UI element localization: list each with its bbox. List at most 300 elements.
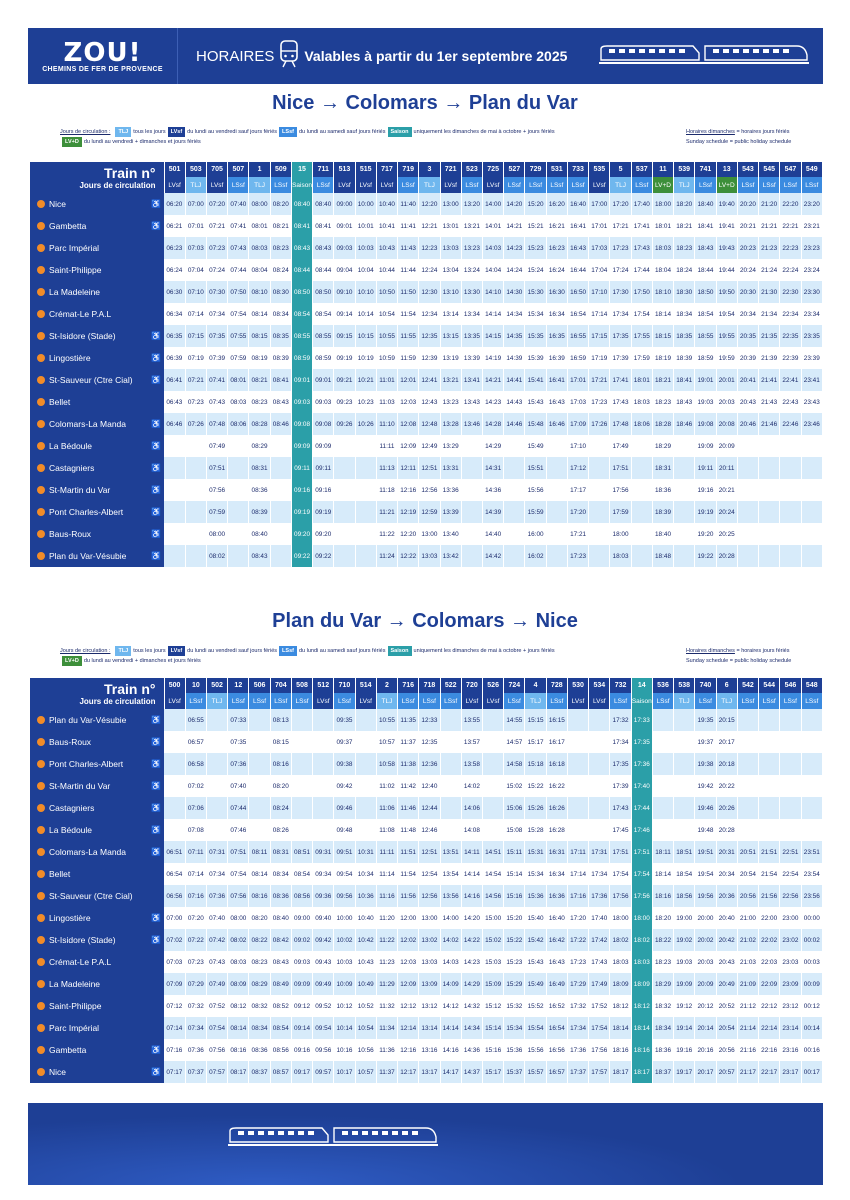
station-dot-icon	[37, 464, 45, 472]
time-cell: 17:48	[610, 413, 631, 435]
time-cell	[291, 775, 312, 797]
time-cell: 16:43	[546, 951, 567, 973]
time-cell: 22:14	[759, 1017, 780, 1039]
time-cell	[291, 819, 312, 841]
time-cell: 08:23	[249, 391, 270, 413]
time-cell: 09:08	[313, 413, 334, 435]
time-cell: 19:17	[674, 1061, 695, 1083]
time-cell: 17:42	[589, 929, 610, 951]
time-cell: 16:00	[525, 523, 546, 545]
time-cell: 12:22	[398, 545, 419, 567]
time-cell: 17:40	[589, 907, 610, 929]
train-number: 1	[249, 162, 270, 177]
time-cell: 18:20	[652, 907, 673, 929]
train-number: 721	[440, 162, 461, 177]
train-number: 705	[206, 162, 227, 177]
wheelchair-icon: ♿	[151, 485, 161, 495]
time-cell: 11:11	[376, 435, 397, 457]
time-cell: 21:43	[759, 391, 780, 413]
train-number: 10	[185, 678, 206, 693]
time-cell: 17:09	[567, 413, 588, 435]
time-cell: 16:55	[567, 325, 588, 347]
day-code: TLJ	[716, 693, 737, 709]
time-cell	[546, 523, 567, 545]
time-cell: 08:55	[313, 325, 334, 347]
time-cell	[270, 479, 291, 501]
time-cell	[334, 479, 355, 501]
wheelchair-icon: ♿	[151, 353, 161, 363]
time-cell: 22:20	[780, 193, 801, 215]
table-row	[30, 709, 823, 731]
time-cell: 11:46	[398, 797, 419, 819]
time-cell: 08:54	[313, 303, 334, 325]
time-cell: 19:54	[695, 863, 716, 885]
time-cell: 12:43	[419, 391, 440, 413]
legend-lvd: du lundi au vendredi + dimanches et jours fériés	[83, 139, 201, 145]
time-cell: 18:09	[631, 973, 652, 995]
time-cell: 08:57	[270, 1061, 291, 1083]
station-cell	[30, 215, 164, 237]
time-cell: 17:59	[631, 347, 652, 369]
time-cell: 10:55	[376, 709, 397, 731]
wheelchair-icon: ♿	[151, 529, 161, 539]
time-cell: 19:35	[695, 709, 716, 731]
table-row	[30, 545, 823, 567]
time-cell: 17:49	[610, 435, 631, 457]
time-cell: 18:01	[652, 215, 673, 237]
time-cell: 15:59	[525, 501, 546, 523]
time-cell: 14:46	[504, 413, 525, 435]
train-number: 13	[716, 162, 737, 177]
time-cell: 18:03	[610, 545, 631, 567]
train-number: 15	[291, 162, 312, 177]
station-cell	[30, 885, 164, 907]
station-dot-icon	[37, 376, 45, 384]
time-cell: 20:51	[737, 841, 758, 863]
time-cell	[461, 545, 482, 567]
time-cell: 07:34	[206, 863, 227, 885]
time-cell: 07:54	[228, 863, 249, 885]
time-cell	[164, 435, 185, 457]
time-cell: 21:23	[759, 237, 780, 259]
time-cell: 11:13	[376, 457, 397, 479]
time-cell: 08:03	[249, 237, 270, 259]
time-cell: 09:00	[334, 193, 355, 215]
time-cell	[567, 797, 588, 819]
table-row	[30, 215, 823, 237]
legend-lsf-tag: LSsf	[279, 646, 297, 656]
train-number: 515	[355, 162, 376, 177]
time-cell: 20:21	[716, 479, 737, 501]
station-dot-icon	[37, 398, 45, 406]
time-cell	[589, 797, 610, 819]
station-cell	[30, 237, 164, 259]
day-code: LSsf	[737, 177, 758, 193]
train-number: 718	[419, 678, 440, 693]
time-cell: 10:02	[334, 929, 355, 951]
time-cell	[759, 479, 780, 501]
day-code: TLJ	[419, 177, 440, 193]
time-cell	[461, 435, 482, 457]
time-cell: 15:08	[504, 819, 525, 841]
wheelchair-icon: ♿	[151, 507, 161, 517]
time-cell: 15:20	[525, 193, 546, 215]
time-cell: 08:22	[249, 929, 270, 951]
day-code: LV+D	[716, 177, 737, 193]
time-cell: 20:21	[737, 215, 758, 237]
time-cell: 18:15	[652, 325, 673, 347]
time-cell: 17:37	[567, 1061, 588, 1083]
legend-lvsf: du lundi au vendredi sauf jours fériés	[187, 129, 278, 135]
train-number: 530	[567, 678, 588, 693]
day-code: LSsf	[780, 693, 801, 709]
time-cell: 11:11	[376, 841, 397, 863]
time-cell: 08:23	[270, 237, 291, 259]
time-cell: 13:21	[461, 215, 482, 237]
time-cell: 09:34	[313, 863, 334, 885]
time-cell: 07:43	[206, 951, 227, 973]
time-cell	[270, 501, 291, 523]
time-cell	[291, 709, 312, 731]
time-cell	[504, 545, 525, 567]
time-cell: 20:43	[716, 951, 737, 973]
station-dot-icon	[37, 782, 45, 790]
time-cell: 16:39	[546, 347, 567, 369]
time-cell: 08:36	[270, 885, 291, 907]
wheelchair-icon: ♿	[151, 737, 161, 747]
time-cell: 08:15	[249, 325, 270, 347]
time-cell: 15:15	[525, 709, 546, 731]
time-cell: 10:17	[334, 1061, 355, 1083]
time-cell: 18:40	[652, 523, 673, 545]
time-cell	[674, 479, 695, 501]
time-cell	[801, 479, 822, 501]
time-cell: 08:37	[249, 1061, 270, 1083]
time-cell	[228, 523, 249, 545]
train-number: 5	[610, 162, 631, 177]
time-cell: 09:48	[334, 819, 355, 841]
time-cell: 12:11	[398, 457, 419, 479]
time-cell: 16:28	[546, 819, 567, 841]
table-row	[30, 193, 823, 215]
time-cell: 14:14	[440, 1017, 461, 1039]
wheelchair-icon: ♿	[151, 935, 161, 945]
time-cell: 22:21	[780, 215, 801, 237]
station-cell	[30, 501, 164, 523]
time-cell: 20:56	[737, 885, 758, 907]
time-cell: 23:34	[801, 303, 822, 325]
time-cell: 19:38	[695, 753, 716, 775]
station-name: St-Sauveur (Ctre Cial)	[49, 891, 133, 901]
station-name: Gambetta	[49, 221, 87, 231]
validity-text: Valables à partir du 1er septembre 2025	[304, 48, 568, 64]
time-cell: 09:01	[334, 215, 355, 237]
time-cell: 13:35	[461, 325, 482, 347]
wheelchair-icon: ♿	[151, 803, 161, 813]
time-cell: 12:14	[398, 1017, 419, 1039]
time-cell: 13:12	[419, 995, 440, 1017]
time-cell: 09:36	[313, 885, 334, 907]
time-cell: 11:36	[376, 1039, 397, 1061]
time-cell: 20:15	[716, 709, 737, 731]
time-cell: 10:49	[355, 973, 376, 995]
station-dot-icon	[37, 760, 45, 768]
time-cell	[589, 523, 610, 545]
time-cell	[801, 435, 822, 457]
wheelchair-icon: ♿	[151, 913, 161, 923]
time-cell	[185, 523, 206, 545]
time-cell	[780, 435, 801, 457]
time-cell: 17:45	[610, 819, 631, 841]
time-cell: 14:10	[483, 281, 504, 303]
time-cell	[759, 457, 780, 479]
time-cell: 18:54	[695, 303, 716, 325]
time-cell	[504, 457, 525, 479]
time-cell: 20:08	[716, 413, 737, 435]
time-cell: 08:14	[228, 1017, 249, 1039]
station-cell	[30, 1017, 164, 1039]
time-cell: 10:19	[355, 347, 376, 369]
time-cell: 12:03	[398, 951, 419, 973]
time-cell: 18:02	[610, 929, 631, 951]
time-cell: 11:08	[376, 819, 397, 841]
time-cell: 20:49	[716, 973, 737, 995]
time-cell: 08:31	[249, 457, 270, 479]
time-cell: 09:19	[291, 501, 312, 523]
time-cell: 21:03	[737, 951, 758, 973]
time-cell: 08:02	[206, 545, 227, 567]
time-cell	[355, 435, 376, 457]
station-cell	[30, 841, 164, 863]
time-cell: 17:34	[567, 1017, 588, 1039]
train-number: 535	[589, 162, 610, 177]
time-cell: 20:43	[737, 391, 758, 413]
time-cell: 00:03	[801, 951, 822, 973]
time-cell: 12:44	[419, 797, 440, 819]
time-cell: 20:14	[695, 1017, 716, 1039]
time-cell	[291, 753, 312, 775]
time-cell: 17:00	[589, 193, 610, 215]
time-cell: 13:17	[419, 1061, 440, 1083]
time-cell: 07:11	[185, 841, 206, 863]
train-number: 503	[185, 162, 206, 177]
table-row	[30, 819, 823, 841]
station-name: La Bédoule	[49, 825, 93, 835]
train-number: 14	[631, 678, 652, 693]
train-number: 741	[695, 162, 716, 177]
time-cell: 07:02	[164, 929, 185, 951]
time-cell	[737, 501, 758, 523]
time-cell: 09:02	[291, 929, 312, 951]
time-cell: 06:58	[185, 753, 206, 775]
time-cell: 21:24	[759, 259, 780, 281]
time-cell: 16:54	[546, 1017, 567, 1039]
time-cell: 12:51	[419, 841, 440, 863]
time-cell: 17:51	[610, 457, 631, 479]
time-cell: 09:57	[313, 1061, 334, 1083]
time-cell: 14:34	[504, 303, 525, 325]
time-cell: 15:52	[525, 995, 546, 1017]
time-cell	[567, 731, 588, 753]
time-cell: 07:02	[185, 775, 206, 797]
time-cell: 17:51	[610, 841, 631, 863]
time-cell: 20:00	[695, 907, 716, 929]
time-cell: 08:23	[249, 951, 270, 973]
table-row	[30, 523, 823, 545]
time-cell: 10:15	[355, 325, 376, 347]
time-cell: 17:32	[610, 709, 631, 731]
time-cell: 09:42	[313, 929, 334, 951]
time-cell: 00:02	[801, 929, 822, 951]
time-cell: 00:09	[801, 973, 822, 995]
time-cell: 11:37	[398, 731, 419, 753]
time-cell	[567, 775, 588, 797]
inbound-timetable	[30, 678, 823, 1083]
time-cell	[440, 753, 461, 775]
time-cell: 12:56	[419, 885, 440, 907]
day-code: LV+D	[652, 177, 673, 193]
time-cell: 17:31	[589, 841, 610, 863]
time-cell: 11:54	[398, 303, 419, 325]
time-cell	[589, 819, 610, 841]
time-cell: 20:34	[716, 863, 737, 885]
time-cell: 19:43	[716, 237, 737, 259]
time-cell	[759, 797, 780, 819]
time-cell	[652, 797, 673, 819]
time-cell: 09:04	[334, 259, 355, 281]
time-cell	[546, 435, 567, 457]
table-row	[30, 841, 823, 863]
time-cell: 21:41	[759, 369, 780, 391]
day-code: LSsf	[313, 177, 334, 193]
time-cell: 17:15	[589, 325, 610, 347]
time-cell: 13:43	[461, 391, 482, 413]
time-cell: 13:56	[440, 885, 461, 907]
station-cell	[30, 523, 164, 545]
time-cell	[483, 797, 504, 819]
time-cell: 08:01	[249, 215, 270, 237]
time-cell: 10:57	[376, 731, 397, 753]
time-cell: 23:00	[780, 907, 801, 929]
time-cell	[355, 753, 376, 775]
time-cell	[164, 775, 185, 797]
time-cell: 17:44	[631, 259, 652, 281]
time-cell: 17:14	[567, 863, 588, 885]
time-cell	[674, 819, 695, 841]
time-cell: 14:23	[461, 951, 482, 973]
time-cell	[652, 731, 673, 753]
time-cell: 08:14	[249, 863, 270, 885]
time-cell: 20:57	[716, 1061, 737, 1083]
time-cell: 07:49	[206, 973, 227, 995]
time-cell: 16:44	[567, 259, 588, 281]
time-cell: 09:19	[313, 501, 334, 523]
time-cell	[737, 435, 758, 457]
time-cell: 13:00	[419, 907, 440, 929]
day-code: LVsf	[440, 177, 461, 193]
time-cell: 12:20	[398, 523, 419, 545]
time-cell: 08:03	[228, 391, 249, 413]
time-cell: 11:34	[376, 1017, 397, 1039]
time-cell	[737, 797, 758, 819]
time-cell: 15:31	[525, 841, 546, 863]
time-cell: 14:09	[440, 973, 461, 995]
time-cell: 17:51	[631, 841, 652, 863]
time-cell	[737, 753, 758, 775]
time-cell: 16:22	[546, 775, 567, 797]
time-cell: 13:39	[461, 347, 482, 369]
time-cell	[504, 435, 525, 457]
zou-logo	[28, 28, 178, 84]
day-code: LSsf	[631, 177, 652, 193]
time-cell: 18:34	[652, 1017, 673, 1039]
time-cell: 20:16	[695, 1039, 716, 1061]
time-cell: 10:52	[355, 995, 376, 1017]
train-number: 717	[376, 162, 397, 177]
time-cell	[228, 457, 249, 479]
time-cell: 07:09	[164, 973, 185, 995]
legend-lsf-tag: LSsf	[279, 127, 297, 137]
time-cell: 13:04	[440, 259, 461, 281]
time-cell: 16:50	[567, 281, 588, 303]
time-cell: 14:43	[504, 391, 525, 413]
inbound-title: Plan du Var → Colomars → Nice	[272, 610, 578, 632]
time-cell: 17:41	[631, 215, 652, 237]
station-dot-icon	[37, 420, 45, 428]
outbound-title: Nice → Colomars → Plan du Var	[272, 92, 578, 114]
time-cell: 09:08	[291, 413, 312, 435]
time-cell	[483, 819, 504, 841]
wheelchair-icon: ♿	[151, 847, 161, 857]
time-cell: 07:35	[206, 325, 227, 347]
time-cell: 14:32	[461, 995, 482, 1017]
time-cell: 22:46	[780, 413, 801, 435]
time-cell: 15:18	[525, 753, 546, 775]
train-number: 549	[801, 162, 822, 177]
time-cell: 09:54	[313, 1017, 334, 1039]
time-cell	[504, 479, 525, 501]
wheelchair-icon: ♿	[151, 715, 161, 725]
time-cell	[631, 545, 652, 567]
time-cell: 11:51	[398, 841, 419, 863]
table-row	[30, 391, 823, 413]
time-cell: 09:19	[334, 347, 355, 369]
time-cell: 17:20	[567, 501, 588, 523]
station-cell	[30, 413, 164, 435]
station-dot-icon	[37, 980, 45, 988]
time-cell: 23:03	[780, 951, 801, 973]
table-row	[30, 797, 823, 819]
time-cell: 12:35	[419, 325, 440, 347]
time-cell: 09:20	[313, 523, 334, 545]
time-cell: 23:14	[780, 1017, 801, 1039]
time-cell: 16:17	[546, 731, 567, 753]
time-cell: 07:40	[206, 907, 227, 929]
wheelchair-icon: ♿	[151, 199, 161, 209]
time-cell: 19:09	[695, 435, 716, 457]
train-side-icon	[599, 43, 809, 70]
station-name: Nice	[49, 1067, 67, 1077]
time-cell: 10:54	[376, 303, 397, 325]
table-row	[30, 775, 823, 797]
time-cell: 18:35	[674, 325, 695, 347]
time-cell: 18:00	[652, 193, 673, 215]
time-cell: 22:54	[780, 863, 801, 885]
time-cell: 08:24	[270, 259, 291, 281]
time-cell: 09:56	[313, 1039, 334, 1061]
time-cell: 11:21	[376, 501, 397, 523]
time-cell: 20:52	[716, 995, 737, 1017]
